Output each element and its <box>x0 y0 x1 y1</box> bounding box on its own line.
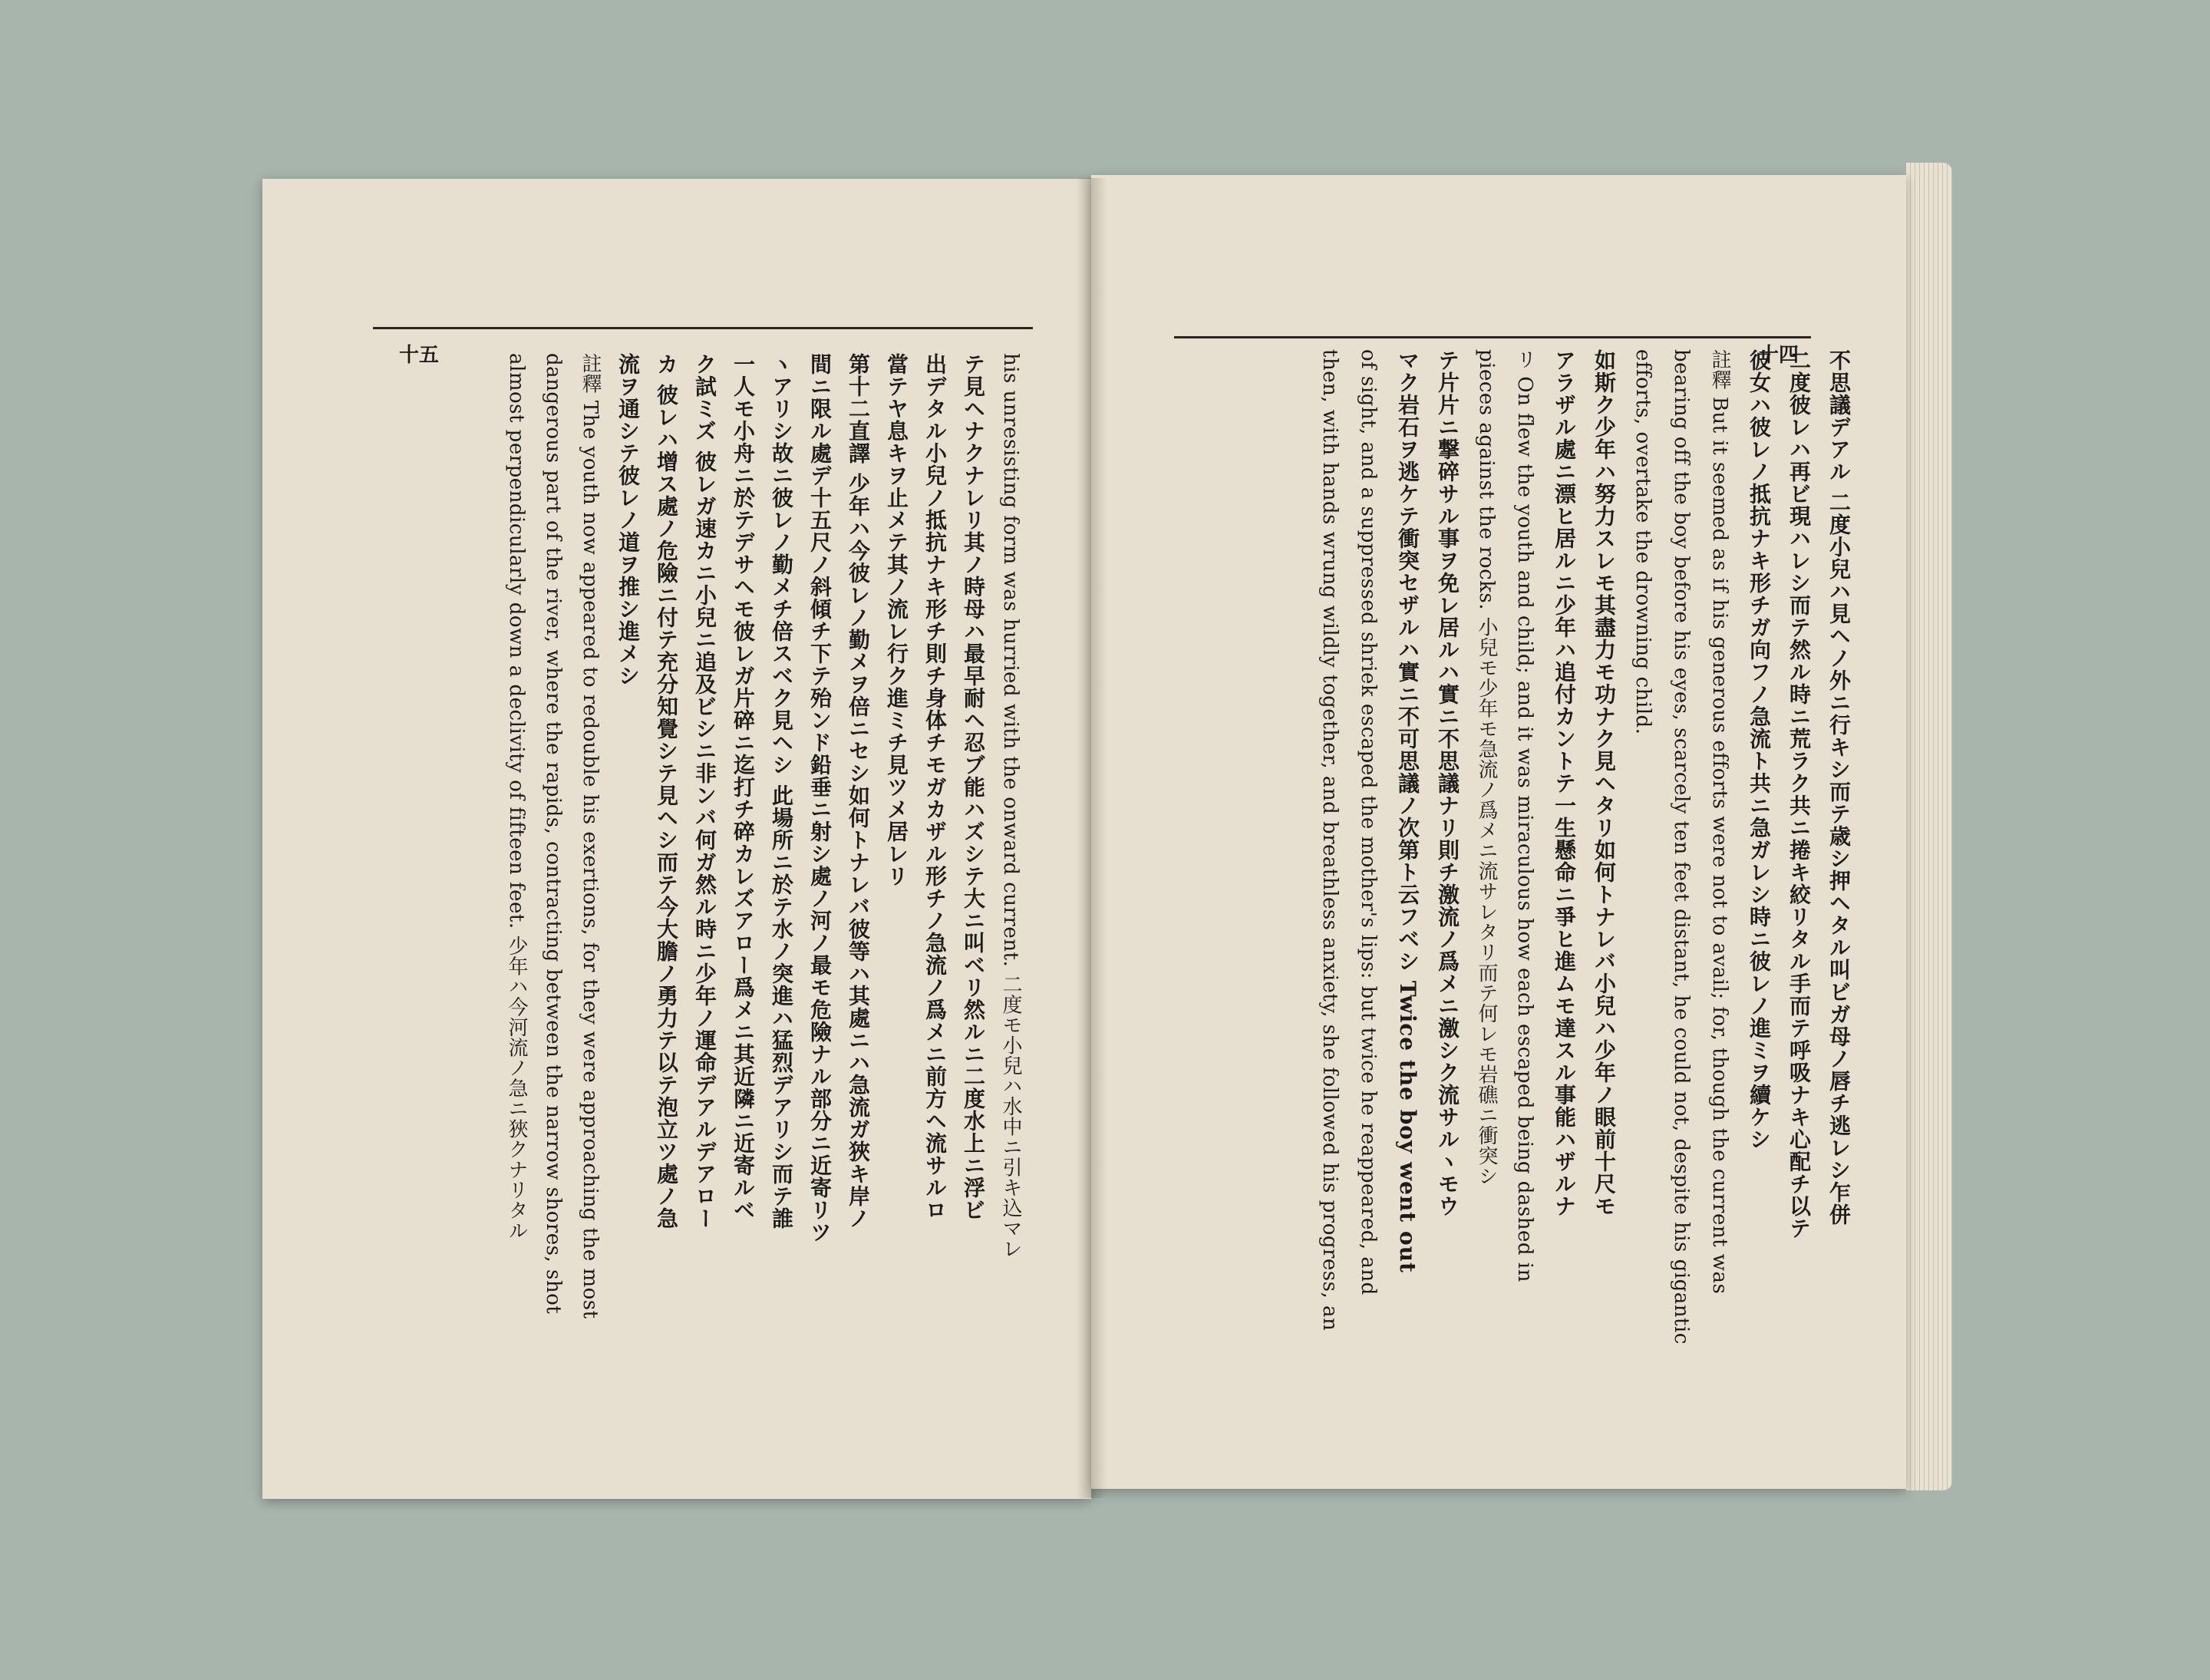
left-col-10: カ 彼レハ增ス處ノ危險ニ付テ充分知覺シテ見ヘシ而テ今大膽ノ勇力テ以テ泡立ツ處ノ急 <box>654 353 679 1229</box>
left-page-number: 十五 <box>399 344 440 367</box>
left-col-11: 流ヲ通シテ彼レノ道ヲ推シ進メシ <box>615 353 641 687</box>
left-col-2: テ見ヘナクナレリ其ノ時母ハ最早耐ヘ忍ブ能ハズシテ大ニ叫ベリ然ルニ二度水上ニ浮ビ <box>961 353 986 1221</box>
left-col-4: 當テヤ息キヲ止メテ其ノ流レ行ク進ミチ見ツメ居レリ <box>884 353 909 887</box>
right-page-number: 十四 <box>1759 344 1799 367</box>
right-col-2: 二度彼レハ再ビ現ハレシ而テ然ル時ニ荒ラク共ニ捲キ絞リタル手而テ呼吸ナキ心配チ以テ <box>1786 349 1812 1239</box>
left-col-3: 出デタル小兒ノ抵抗ナキ形チ則チ身体チモガカザル形チノ急流ノ爲メニ前方ヘ流サルロ <box>922 353 948 1221</box>
right-col-6: efforts, overtake the drowning child. <box>1631 349 1654 735</box>
left-col-8: 一人モ小舟ニ於テデサヘモ彼レガ片碎ニ迄打チ碎カレズアロー爲メニ其近隣ニ近寄ルベ <box>731 353 756 1221</box>
right-col-10: pieces against the rocks. 小兒モ少年モ急流ノ爲メニ流サレタリ而テ何レモ岩礁ニ衝突シ <box>1475 349 1498 1187</box>
left-col-7: ヽアリシ故ニ彼レノ勤メチ倍スベク見ヘシ 此場所ニ於テ水ノ突進ハ猛烈デアリシ而テ誰 <box>769 353 794 1229</box>
left-col-1: his unresisting form was hurried with the onward current. 二度モ小兒ハ水中ニ引キ込マレ <box>999 353 1022 1259</box>
right-col-1: 不思議デアル 二度小兒ハ見ヘノ外ニ行キシ而テ歳シ押ヘタル叫ビガ母ノ唇チ逃レシ乍併 <box>1826 349 1852 1226</box>
left-col-13: dangerous part of the river, where the rapids, contracting between the narrow shores, shot <box>542 353 565 1315</box>
right-col-7: 如斯ク少年ハ努力スレモ其盡力モ功ナク見ヘタリ如何トナレバ小兒ハ少年ノ眼前十尺モ <box>1592 349 1617 1217</box>
right-col-14: then, with hands wrung wildly together, and breathless anxiety, she followed his progress, an <box>1318 349 1341 1332</box>
right-col-8: アラザル處ニ漂ヒ居ルニ少年ハ追付カントテ一生懸命ニ爭ヒ進ムモ達スル事能ハザルナ <box>1552 349 1577 1217</box>
right-col-3: 彼女ハ彼レノ抵抗ナキ形チガ向フノ急流ト共ニ急ガレシ時ニ彼レノ進ミヲ續ケシ <box>1747 349 1772 1150</box>
left-header-rule <box>373 327 1033 329</box>
left-col-12: 註釋 The youth now appeared to redouble his exertions, for they were approaching the most <box>579 353 602 1319</box>
left-col-9: ク試ミズ 彼レガ速カニ小兒ニ追及ビシニ非ンバ何ガ然ル時ニ少年ノ運命デアルデアロー <box>692 353 717 1229</box>
left-text-block <box>391 353 1021 1366</box>
right-text-block <box>1197 349 1852 1362</box>
book-gutter <box>1076 178 1107 1498</box>
right-col-13: of sight, and a suppressed shriek escaped the mother's lips: but twice he reappeared, and <box>1357 349 1380 1295</box>
page-edges <box>1906 163 1952 1490</box>
right-col-5: bearing off the boy before his eyes, scarcely ten feet distant, he could not, despite his gigantic <box>1670 349 1693 1345</box>
left-col-6: 間ニ限ル處デ十五尺ノ斜傾チ下テ殆ンド鉛垂ニ射シ處ノ河ノ最モ危險ナル部分ニ近寄リツ <box>807 353 833 1243</box>
right-col-4: 註釋 But it seemed as if his generous efforts were not to avail; for, though the current was <box>1708 349 1731 1295</box>
right-header-rule <box>1174 336 1811 338</box>
left-col-14: almost perpendicularly down a declivity of fifteen feet. 少年ハ今河流ノ急ニ狹クナリタル <box>505 353 528 1241</box>
right-col-12: マク岩石ヲ逃ケテ衝突セザルハ實ニ不可思議ノ次第ト云フベシ Twice the boy went out <box>1395 349 1420 1273</box>
right-col-9: リ On flew the youth and child; and it was miraculous how each escaped being dashed in <box>1513 349 1536 1282</box>
right-col-11: テ片片ニ撃碎サル事ヲ免レ居ルハ實ニ不思議ナリ則チ激流ノ爲メニ激シク流サルヽモウ <box>1435 349 1460 1217</box>
left-col-5: 第十二直譯 少年ハ今彼レノ勤メヲ倍ニセシ如何トナレバ彼等ハ其處ニハ急流ガ狹キ岸ノ <box>846 353 871 1229</box>
